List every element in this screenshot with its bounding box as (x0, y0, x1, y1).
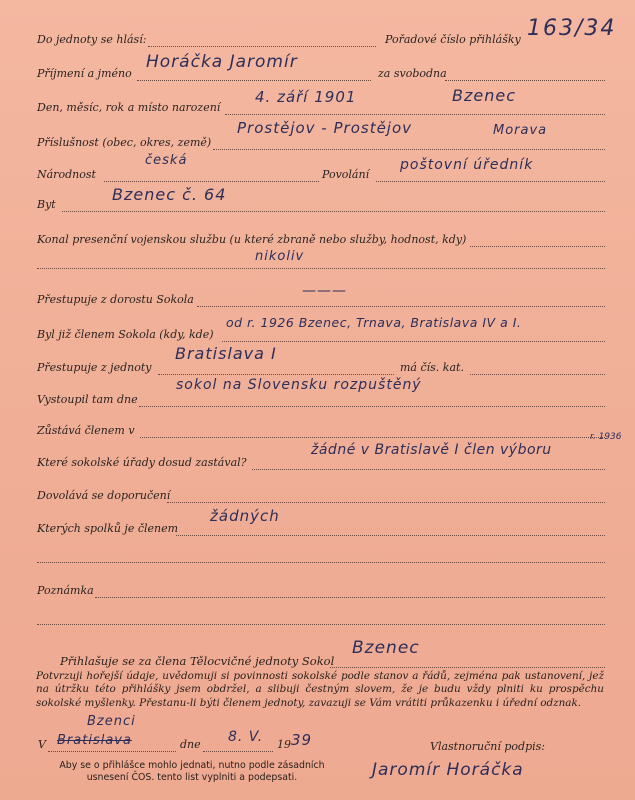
v-label: V (38, 738, 46, 751)
byt-label: Byt (37, 198, 56, 211)
sluzba-value: nikoliv (255, 249, 305, 264)
dorost-line (197, 306, 605, 307)
narozeni-line (225, 114, 605, 115)
year-value: 39 (291, 731, 313, 749)
narodnost-line (104, 181, 319, 182)
footer-note: Aby se o přihlášce mohlo jednati, nutno podle zásadních usnesení ČOS. tento list vyplniti a podepsati. (59, 760, 325, 783)
prihlasuje-value: Bzenec (352, 638, 420, 658)
declaration-text: Potvrzuji hořejší údaje, uvědomuji si povinnosti sokolské podle stanov a řádů, zejména pak ustanovení, jež na útržku této přihlášky jsem obdržel, a slibuji čestným slovem, že je budu vždy plniti ku prospěchu sokolské myšlenky. Přestanu-li býti členem jednoty, zavazuji se Vám vrátiti průkazenku i úřední odznak. (36, 670, 604, 709)
cis-kat-label: má čís. kat. (400, 361, 464, 374)
spolku-line-2 (37, 562, 605, 563)
spolku-value: žádných (210, 507, 280, 525)
clenem-line (222, 341, 605, 342)
narozeni-value: 4. září 1901 (255, 88, 357, 106)
clenem-label: Byl již členem Sokola (kdy, kde) (37, 328, 214, 341)
povolani-value: poštovní úředník (400, 157, 534, 173)
sluzba-line-2 (37, 268, 605, 269)
vystoupil-label: Vystoupil tam dne (37, 393, 138, 406)
doporuceni-line (167, 502, 605, 503)
prestupuje-label: Přestupuje z jednoty (37, 361, 152, 374)
date-line (203, 751, 273, 752)
podpis-label: Vlastnoruční podpis: (430, 740, 546, 753)
poradove-label: Pořadové číslo přihlášky (385, 33, 521, 46)
byt-value: Bzenec č. 64 (112, 185, 227, 204)
dorost-label: Přestupuje z dorostu Sokola (37, 293, 194, 306)
prestupuje-value: Bratislava I (175, 344, 277, 363)
year-prefix: 19 (277, 738, 291, 751)
place-value: Bzenci (87, 714, 136, 729)
povolani-label: Povolání (322, 168, 370, 181)
vystoupil-line (139, 406, 605, 407)
zustava-line (140, 437, 605, 438)
prestupuje-line (158, 374, 394, 375)
date-value: 8. V. (228, 729, 264, 745)
prihlasuje-label: Přihlašuje se za člena Tělocvičné jednoty Sokol (60, 654, 335, 668)
cis-kat-line (470, 374, 605, 375)
place-struck: Bratislava (57, 733, 132, 748)
prislusnost-value: Prostějov - Prostějov (237, 119, 413, 137)
dne-label: dne (180, 738, 201, 751)
narozeni-place: Bzenec (452, 86, 516, 105)
prijmeni-line (137, 80, 371, 81)
urady-line (252, 469, 605, 470)
spolku-label: Kterých spolků je členem (37, 522, 179, 535)
urady-value: žádné v Bratislavě I člen výboru (311, 442, 552, 458)
prihlasuje-line (330, 667, 605, 668)
zustava-label: Zůstává členem v (37, 424, 135, 437)
svobodna-line (445, 80, 605, 81)
poradove-value: 163/34 (527, 16, 617, 41)
sluzba-label: Konal presenční vojenskou službu (u které zbraně nebo služby, hodnost, kdy) (37, 233, 467, 246)
narodnost-label: Národnost (37, 168, 96, 181)
prijmeni-value: Horáčka Jaromír (146, 52, 298, 72)
urady-label: Které sokolské úřady dosud zastával? (37, 456, 247, 469)
prislusnost-label: Příslušnost (obec, okres, země) (37, 136, 212, 149)
narodnost-value: česká (145, 153, 188, 168)
byt-line (62, 211, 605, 212)
sluzba-line-1 (470, 246, 605, 247)
jednota-line (148, 46, 376, 47)
poznamka-line-2 (37, 624, 605, 625)
poznamka-line-1 (95, 597, 605, 598)
spolku-line-1 (176, 535, 605, 536)
narozeni-label: Den, měsíc, rok a místo narození (37, 101, 221, 114)
povolani-line (376, 181, 605, 182)
podpis-value: Jaromír Horáčka (372, 760, 524, 780)
poznamka-label: Poznámka (37, 584, 94, 597)
vystoupil-value: sokol na Slovensku rozpuštěný (176, 377, 422, 393)
prijmeni-label: Příjmení a jméno (37, 67, 132, 80)
urady-year: r. 1936 (590, 432, 622, 442)
svobodna-label: za svobodna (378, 67, 447, 80)
place-line (48, 751, 176, 752)
prislusnost-zeme: Morava (493, 123, 548, 138)
prislusnost-line (213, 149, 605, 150)
jednota-label: Do jednoty se hlásí: (37, 33, 147, 46)
dorost-value: ——— (302, 283, 347, 299)
clenem-value: od r. 1926 Bzenec, Trnava, Bratislava IV a I. (226, 315, 522, 330)
doporuceni-label: Dovolává se doporučení (37, 489, 171, 502)
